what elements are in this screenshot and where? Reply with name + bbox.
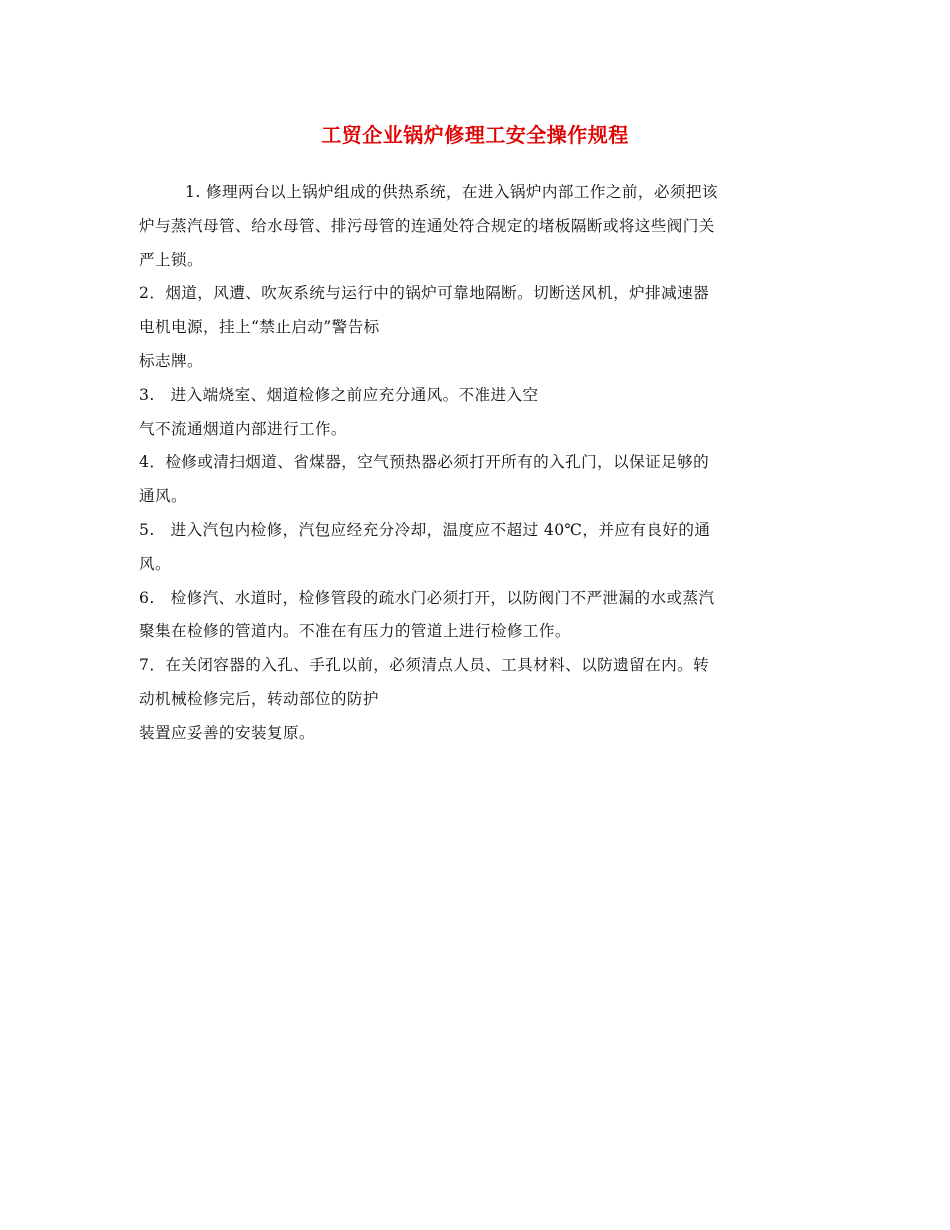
text-line: 电机电源，挂上“禁止启动”警告标 bbox=[139, 318, 380, 337]
text-line: 气不流通烟道内部进行工作。 bbox=[139, 419, 347, 438]
document-body bbox=[139, 176, 815, 751]
text-line: 3. 进入端烧室、烟道检修之前应充分通风。不准进入空 bbox=[139, 385, 539, 404]
text-line: 标志牌。 bbox=[139, 351, 203, 370]
document-title: 工贸企业锅炉修理工安全操作规程 bbox=[321, 123, 629, 147]
text-line: 聚集在检修的管道内。不准在有压力的管道上进行检修工作。 bbox=[139, 622, 571, 641]
text-line: 5. 进入汽包内检修，汽包应经充分冷却，温度应不超过 40℃，并应有良好的通 bbox=[139, 520, 711, 539]
text-line: 2．烟道，风遭、吹灰系统与运行中的锅炉可靠地隔断。切断送风机，炉排减速器 bbox=[139, 284, 710, 303]
text-line: 1. 修理两台以上锅炉组成的供热系统，在进入锅炉内部工作之前，必须把该 bbox=[185, 183, 718, 201]
text-line: 4．检修或清扫烟道、省煤器，空气预热器必须打开所有的入孔门，以保证足够的 bbox=[139, 453, 710, 472]
text-line: 7．在关闭容器的入孔、手孔以前，必须清点人员、工具材料、以防遗留在内。转 bbox=[139, 656, 710, 675]
text-line: 炉与蒸汽母管、给水母管、排污母管的连通处符合规定的堵板隔断或将这些阀门关 bbox=[139, 216, 715, 235]
text-line: 风。 bbox=[139, 554, 171, 573]
text-line: 通风。 bbox=[139, 487, 187, 506]
text-line: 装置应妥善的安装复原。 bbox=[139, 723, 315, 742]
text-line: 动机械检修完后，转动部位的防护 bbox=[139, 689, 379, 708]
text-line: 6. 检修汽、水道时，检修管段的疏水门必须打开，以防阀门不严泄漏的水或蒸汽 bbox=[139, 588, 715, 607]
text-line: 严上锁。 bbox=[139, 250, 203, 269]
